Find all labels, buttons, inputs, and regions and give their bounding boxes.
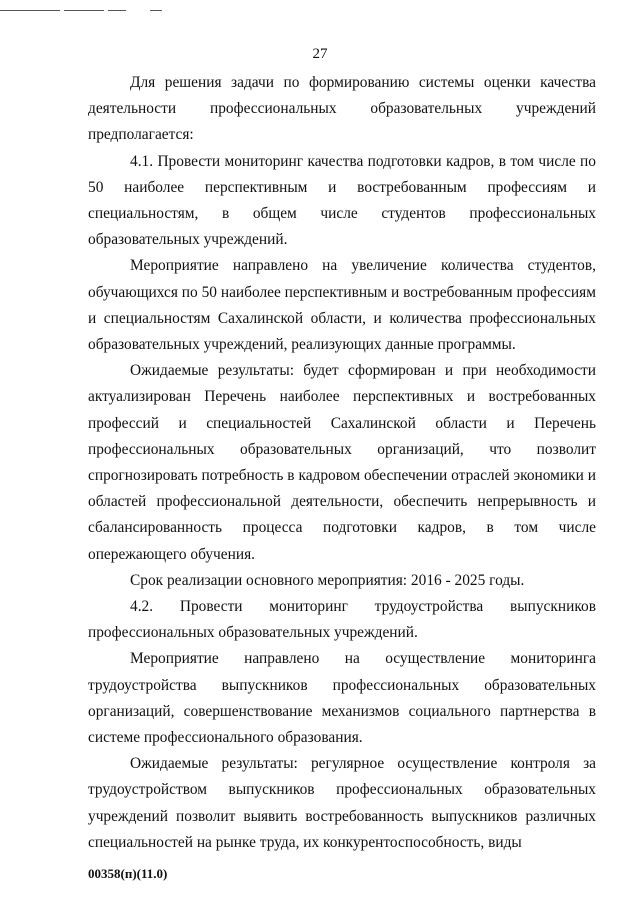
paragraph-intro: Для решения задачи по формированию системы оценки качества деятельности профессиональных образовательных учреждений предполагается: <box>88 74 596 144</box>
paragraph-term: Срок реализации основного мероприятия: 2016 - 2025 годы. <box>130 571 525 589</box>
document-body <box>88 70 596 856</box>
scan-artifact <box>0 10 170 13</box>
paragraph-measure-4-1: Мероприятие направлено на увеличение количества студентов, обучающихся по 50 наиболее перспективным и востребованным профессиям и специальностям Сахалинской области, и количества профессиональных образовательных учреждений, реализующих данные программы. <box>88 257 596 354</box>
document-code: 00358(п)(11.0) <box>88 866 168 881</box>
paragraph-measure-4-2: Мероприятие направлено на осуществление мониторинга трудоустройства выпускников профессиональных образовательных организаций, совершенствование механизмов социального партнерства в системе профессионального образования. <box>88 650 596 747</box>
paragraph-item-4-2: 4.2. Провести мониторинг трудоустройства выпускников профессиональных образовательных учреждений. <box>88 598 596 642</box>
page-number: 27 <box>312 46 328 62</box>
paragraph-results-4-2: Ожидаемые результаты: регулярное осуществление контроля за трудоустройством выпускников профессиональных образовательных учреждений позволит выявить востребованность выпускников различных специальностей на рынке труда, их конкурентоспособность, виды <box>88 755 596 851</box>
paragraph-item-4-1: 4.1. Провести мониторинг качества подготовки кадров, в том числе по 50 наиболее перспективным и востребованным профессиям и специальностям, в общем числе студентов профессиональных образовательных учреждений. <box>88 152 596 249</box>
paragraph-results-4-1: Ожидаемые результаты: будет сформирован и при необходимости актуализирован Перечень наиболее перспективных и востребованных профессий и специальностей Сахалинской области и Перечень профессиональных образовательных организаций, что позволит спрогнозировать потребность в кадровом обеспечении отраслей экономики и областей профессиональной деятельности, обеспечить непрерывность и сбалансированность процесса подготовки кадров, в том числе опережающего обучения. <box>88 362 596 563</box>
